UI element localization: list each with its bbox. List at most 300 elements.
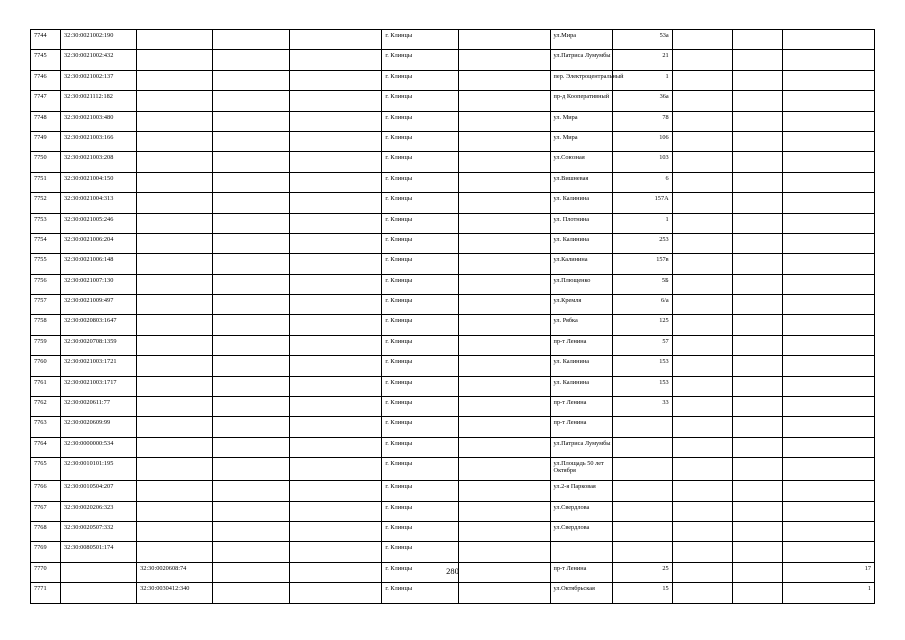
house-number-cell: 53а bbox=[612, 30, 672, 50]
empty-cell bbox=[732, 315, 782, 335]
empty-cell bbox=[290, 193, 382, 213]
house-number-cell bbox=[612, 481, 672, 501]
row-number-cell: 7749 bbox=[31, 131, 61, 151]
row-number-cell: 7770 bbox=[31, 562, 61, 582]
table-row bbox=[31, 193, 875, 213]
cadastral-number-alt-cell bbox=[137, 50, 213, 70]
empty-cell bbox=[732, 458, 782, 481]
empty-cell bbox=[213, 233, 290, 253]
city-cell: г. Клинцы bbox=[382, 30, 459, 50]
empty-cell bbox=[213, 356, 290, 376]
empty-cell bbox=[290, 315, 382, 335]
city-cell: г. Клинцы bbox=[382, 50, 459, 70]
street-cell: ул.Свердлова bbox=[550, 501, 612, 521]
cadastral-number-cell: 32:30:0020609:99 bbox=[61, 417, 137, 437]
empty-cell bbox=[672, 397, 732, 417]
empty-cell bbox=[672, 111, 732, 131]
cadastral-number-cell: 32:30:0021002:137 bbox=[61, 70, 137, 90]
table-row bbox=[31, 437, 875, 457]
cadastral-number-alt-cell bbox=[137, 458, 213, 481]
city-cell: г. Клинцы bbox=[382, 376, 459, 396]
apartment-cell bbox=[782, 481, 874, 501]
empty-cell bbox=[459, 315, 550, 335]
page-number: 280 bbox=[446, 566, 459, 576]
street-cell: ул. Мира bbox=[550, 111, 612, 131]
empty-cell bbox=[672, 254, 732, 274]
empty-cell bbox=[732, 111, 782, 131]
row-number-cell: 7769 bbox=[31, 542, 61, 562]
empty-cell bbox=[213, 376, 290, 396]
empty-cell bbox=[290, 254, 382, 274]
empty-cell bbox=[672, 376, 732, 396]
city-cell: г. Клинцы bbox=[382, 521, 459, 541]
empty-cell bbox=[290, 501, 382, 521]
empty-cell bbox=[459, 521, 550, 541]
cadastral-number-cell: 32:30:0021007:130 bbox=[61, 274, 137, 294]
cadastral-number-alt-cell bbox=[137, 521, 213, 541]
empty-cell bbox=[672, 131, 732, 151]
house-number-cell bbox=[612, 417, 672, 437]
empty-cell bbox=[213, 335, 290, 355]
row-number-cell: 7757 bbox=[31, 295, 61, 315]
empty-cell bbox=[732, 172, 782, 192]
city-cell: г. Клинцы bbox=[382, 91, 459, 111]
city-cell: г. Клинцы bbox=[382, 501, 459, 521]
empty-cell bbox=[672, 542, 732, 562]
empty-cell bbox=[213, 397, 290, 417]
empty-cell bbox=[732, 583, 782, 603]
empty-cell bbox=[672, 356, 732, 376]
empty-cell bbox=[672, 30, 732, 50]
empty-cell bbox=[290, 274, 382, 294]
cadastral-number-cell: 32:30:0021003:208 bbox=[61, 152, 137, 172]
empty-cell bbox=[672, 481, 732, 501]
empty-cell bbox=[732, 295, 782, 315]
empty-cell bbox=[672, 70, 732, 90]
empty-cell bbox=[213, 295, 290, 315]
empty-cell bbox=[213, 30, 290, 50]
cadastral-number-cell: 32:30:0020206:323 bbox=[61, 501, 137, 521]
house-number-cell: 103 bbox=[612, 152, 672, 172]
empty-cell bbox=[213, 274, 290, 294]
apartment-cell bbox=[782, 50, 874, 70]
empty-cell bbox=[213, 542, 290, 562]
empty-cell bbox=[290, 356, 382, 376]
cadastral-number-alt-cell bbox=[137, 417, 213, 437]
empty-cell bbox=[672, 193, 732, 213]
cadastral-number-alt-cell bbox=[137, 481, 213, 501]
street-cell: ул.Мира bbox=[550, 30, 612, 50]
empty-cell bbox=[732, 30, 782, 50]
apartment-cell: 17 bbox=[782, 562, 874, 582]
cadastral-number-cell bbox=[61, 583, 137, 603]
empty-cell bbox=[290, 542, 382, 562]
cadastral-number-cell: 32:30:0021004:150 bbox=[61, 172, 137, 192]
row-number-cell: 7768 bbox=[31, 521, 61, 541]
empty-cell bbox=[290, 437, 382, 457]
row-number-cell: 7761 bbox=[31, 376, 61, 396]
cadastral-number-cell: 32:30:0000000:534 bbox=[61, 437, 137, 457]
table-row bbox=[31, 213, 875, 233]
apartment-cell bbox=[782, 542, 874, 562]
house-number-cell: 5Б bbox=[612, 274, 672, 294]
cadastral-number-alt-cell bbox=[137, 172, 213, 192]
empty-cell bbox=[672, 315, 732, 335]
apartment-cell bbox=[782, 315, 874, 335]
empty-cell bbox=[732, 91, 782, 111]
table-row bbox=[31, 315, 875, 335]
empty-cell bbox=[290, 233, 382, 253]
cadastral-number-alt-cell bbox=[137, 397, 213, 417]
cadastral-number-alt-cell bbox=[137, 30, 213, 50]
empty-cell bbox=[213, 152, 290, 172]
apartment-cell bbox=[782, 30, 874, 50]
table-row bbox=[31, 254, 875, 274]
row-number-cell: 7753 bbox=[31, 213, 61, 233]
empty-cell bbox=[290, 295, 382, 315]
table-row bbox=[31, 542, 875, 562]
apartment-cell bbox=[782, 70, 874, 90]
empty-cell bbox=[459, 481, 550, 501]
empty-cell bbox=[459, 397, 550, 417]
empty-cell bbox=[459, 501, 550, 521]
empty-cell bbox=[672, 458, 732, 481]
cadastral-number-alt-cell bbox=[137, 254, 213, 274]
apartment-cell bbox=[782, 233, 874, 253]
table-row bbox=[31, 376, 875, 396]
cadastral-number-alt-cell bbox=[137, 542, 213, 562]
apartment-cell bbox=[782, 501, 874, 521]
cadastral-number-alt-cell bbox=[137, 131, 213, 151]
city-cell: г. Клинцы bbox=[382, 274, 459, 294]
apartment-cell bbox=[782, 295, 874, 315]
empty-cell bbox=[732, 376, 782, 396]
row-number-cell: 7746 bbox=[31, 70, 61, 90]
empty-cell bbox=[213, 213, 290, 233]
city-cell: г. Клинцы bbox=[382, 70, 459, 90]
row-number-cell: 7754 bbox=[31, 233, 61, 253]
empty-cell bbox=[732, 542, 782, 562]
table-row bbox=[31, 521, 875, 541]
empty-cell bbox=[732, 193, 782, 213]
row-number-cell: 7755 bbox=[31, 254, 61, 274]
cadastral-number-alt-cell bbox=[137, 111, 213, 131]
street-cell: ул. Калинина bbox=[550, 193, 612, 213]
table-row bbox=[31, 152, 875, 172]
street-cell: ул.Калинина bbox=[550, 254, 612, 274]
cadastral-number-alt-cell bbox=[137, 91, 213, 111]
street-cell bbox=[550, 542, 612, 562]
empty-cell bbox=[213, 131, 290, 151]
house-number-cell bbox=[612, 521, 672, 541]
apartment-cell bbox=[782, 111, 874, 131]
street-cell: ул.2-я Парковая bbox=[550, 481, 612, 501]
city-cell: г. Клинцы bbox=[382, 417, 459, 437]
city-cell: г. Клинцы bbox=[382, 233, 459, 253]
empty-cell bbox=[213, 315, 290, 335]
empty-cell bbox=[213, 583, 290, 603]
empty-cell bbox=[213, 111, 290, 131]
house-number-cell: 157А bbox=[612, 193, 672, 213]
empty-cell bbox=[732, 521, 782, 541]
city-cell: г. Клинцы bbox=[382, 458, 459, 481]
empty-cell bbox=[459, 50, 550, 70]
cadastral-number-alt-cell bbox=[137, 213, 213, 233]
street-cell: пр-д Кооперативный bbox=[550, 91, 612, 111]
city-cell: г. Клинцы bbox=[382, 131, 459, 151]
cadastral-number-alt-cell bbox=[137, 274, 213, 294]
cadastral-number-cell: 32:30:0021003:1717 bbox=[61, 376, 137, 396]
row-number-cell: 7762 bbox=[31, 397, 61, 417]
street-cell: пр-т Ленина bbox=[550, 417, 612, 437]
apartment-cell bbox=[782, 193, 874, 213]
table-row bbox=[31, 50, 875, 70]
city-cell: г. Клинцы bbox=[382, 397, 459, 417]
empty-cell bbox=[213, 501, 290, 521]
city-cell: г. Клинцы bbox=[382, 111, 459, 131]
table-row bbox=[31, 335, 875, 355]
apartment-cell bbox=[782, 397, 874, 417]
empty-cell bbox=[459, 152, 550, 172]
house-number-cell: 1 bbox=[612, 70, 672, 90]
empty-cell bbox=[290, 91, 382, 111]
empty-cell bbox=[732, 254, 782, 274]
empty-cell bbox=[290, 458, 382, 481]
empty-cell bbox=[672, 91, 732, 111]
empty-cell bbox=[213, 91, 290, 111]
cadastral-number-cell: 32:30:0021006:148 bbox=[61, 254, 137, 274]
empty-cell bbox=[213, 50, 290, 70]
street-cell: ул.Союзная bbox=[550, 152, 612, 172]
house-number-cell: 1 bbox=[612, 213, 672, 233]
row-number-cell: 7766 bbox=[31, 481, 61, 501]
street-cell: ул.Свердлова bbox=[550, 521, 612, 541]
empty-cell bbox=[213, 193, 290, 213]
table-row bbox=[31, 274, 875, 294]
empty-cell bbox=[290, 111, 382, 131]
street-cell: ул.Октябрьская bbox=[550, 583, 612, 603]
cadastral-number-cell: 32:30:0021002:432 bbox=[61, 50, 137, 70]
city-cell: г. Клинцы bbox=[382, 481, 459, 501]
street-cell: ул. Плотнина bbox=[550, 213, 612, 233]
empty-cell bbox=[213, 254, 290, 274]
street-cell: ул.Площадь 50 лет Октября bbox=[550, 458, 612, 481]
empty-cell bbox=[290, 521, 382, 541]
row-number-cell: 7763 bbox=[31, 417, 61, 437]
house-number-cell: 36а bbox=[612, 91, 672, 111]
empty-cell bbox=[672, 213, 732, 233]
cadastral-number-alt-cell bbox=[137, 152, 213, 172]
apartment-cell bbox=[782, 458, 874, 481]
table-row bbox=[31, 397, 875, 417]
row-number-cell: 7767 bbox=[31, 501, 61, 521]
row-number-cell: 7750 bbox=[31, 152, 61, 172]
empty-cell bbox=[290, 70, 382, 90]
empty-cell bbox=[459, 91, 550, 111]
street-cell: пр-т Ленина bbox=[550, 397, 612, 417]
row-number-cell: 7764 bbox=[31, 437, 61, 457]
empty-cell bbox=[459, 583, 550, 603]
empty-cell bbox=[459, 131, 550, 151]
empty-cell bbox=[672, 274, 732, 294]
empty-cell bbox=[732, 417, 782, 437]
empty-cell bbox=[459, 295, 550, 315]
cadastral-number-cell: 32:30:0021003:1721 bbox=[61, 356, 137, 376]
empty-cell bbox=[732, 213, 782, 233]
empty-cell bbox=[459, 542, 550, 562]
table-row bbox=[31, 91, 875, 111]
cadastral-number-cell: 32:30:0021005:246 bbox=[61, 213, 137, 233]
city-cell: г. Клинцы bbox=[382, 356, 459, 376]
empty-cell bbox=[672, 233, 732, 253]
empty-cell bbox=[213, 70, 290, 90]
empty-cell bbox=[459, 274, 550, 294]
house-number-cell: 57 bbox=[612, 335, 672, 355]
empty-cell bbox=[459, 172, 550, 192]
empty-cell bbox=[672, 417, 732, 437]
apartment-cell bbox=[782, 521, 874, 541]
street-cell: ул.Патриса Лумумбы bbox=[550, 50, 612, 70]
empty-cell bbox=[732, 335, 782, 355]
house-number-cell: 33 bbox=[612, 397, 672, 417]
house-number-cell: 125 bbox=[612, 315, 672, 335]
empty-cell bbox=[732, 131, 782, 151]
house-number-cell: 21 bbox=[612, 50, 672, 70]
empty-cell bbox=[213, 521, 290, 541]
city-cell: г. Клинцы bbox=[382, 437, 459, 457]
house-number-cell: 15 bbox=[612, 583, 672, 603]
cadastral-number-cell: 32:30:0020611:77 bbox=[61, 397, 137, 417]
cadastral-number-cell: 32:30:0021004:313 bbox=[61, 193, 137, 213]
house-number-cell: 253 bbox=[612, 233, 672, 253]
cadastral-number-cell: 32:30:0020507:332 bbox=[61, 521, 137, 541]
empty-cell bbox=[213, 458, 290, 481]
apartment-cell bbox=[782, 274, 874, 294]
empty-cell bbox=[672, 335, 732, 355]
empty-cell bbox=[672, 521, 732, 541]
empty-cell bbox=[459, 213, 550, 233]
empty-cell bbox=[213, 417, 290, 437]
cadastral-number-alt-cell bbox=[137, 193, 213, 213]
cadastral-number-cell: 32:30:0021006:204 bbox=[61, 233, 137, 253]
empty-cell bbox=[213, 437, 290, 457]
city-cell: г. Клинцы bbox=[382, 254, 459, 274]
empty-cell bbox=[290, 213, 382, 233]
street-cell: ул. Калинина bbox=[550, 233, 612, 253]
row-number-cell: 7748 bbox=[31, 111, 61, 131]
cadastral-number-cell: 32:30:0021002:190 bbox=[61, 30, 137, 50]
empty-cell bbox=[732, 233, 782, 253]
apartment-cell bbox=[782, 131, 874, 151]
apartment-cell: 1 bbox=[782, 583, 874, 603]
table-row bbox=[31, 172, 875, 192]
street-cell: ул.Патриса Лумумбы bbox=[550, 437, 612, 457]
table-row bbox=[31, 417, 875, 437]
empty-cell bbox=[459, 254, 550, 274]
city-cell: г. Клинцы bbox=[382, 152, 459, 172]
table-row bbox=[31, 481, 875, 501]
empty-cell bbox=[672, 172, 732, 192]
street-cell: ул.Плющенко bbox=[550, 274, 612, 294]
cadastral-number-cell: 32:30:0020803:1647 bbox=[61, 315, 137, 335]
street-cell: ул. Мира bbox=[550, 131, 612, 151]
cadastral-number-alt-cell: 32:30:0020608:74 bbox=[137, 562, 213, 582]
city-cell: г. Клинцы bbox=[382, 193, 459, 213]
cadastral-number-alt-cell: 32:30:0030412:340 bbox=[137, 583, 213, 603]
street-cell: ул.Вишневая bbox=[550, 172, 612, 192]
cadastral-number-alt-cell bbox=[137, 295, 213, 315]
empty-cell bbox=[290, 417, 382, 437]
table-row bbox=[31, 70, 875, 90]
table-row bbox=[31, 131, 875, 151]
row-number-cell: 7756 bbox=[31, 274, 61, 294]
row-number-cell: 7744 bbox=[31, 30, 61, 50]
empty-cell bbox=[732, 437, 782, 457]
empty-cell bbox=[290, 50, 382, 70]
cadastral-number-cell: 32:30:0010504:207 bbox=[61, 481, 137, 501]
table-row bbox=[31, 295, 875, 315]
table-row bbox=[31, 30, 875, 50]
street-cell: ул. Калинина bbox=[550, 356, 612, 376]
house-number-cell: 106 bbox=[612, 131, 672, 151]
row-number-cell: 7765 bbox=[31, 458, 61, 481]
empty-cell bbox=[459, 376, 550, 396]
empty-cell bbox=[290, 172, 382, 192]
empty-cell bbox=[459, 335, 550, 355]
apartment-cell bbox=[782, 356, 874, 376]
row-number-cell: 7745 bbox=[31, 50, 61, 70]
empty-cell bbox=[213, 172, 290, 192]
city-cell: г. Клинцы bbox=[382, 335, 459, 355]
house-number-cell bbox=[612, 437, 672, 457]
empty-cell bbox=[459, 458, 550, 481]
apartment-cell bbox=[782, 172, 874, 192]
empty-cell bbox=[459, 70, 550, 90]
street-cell: пр-т Ленина bbox=[550, 562, 612, 582]
street-cell: ул.Кремля bbox=[550, 295, 612, 315]
empty-cell bbox=[672, 583, 732, 603]
row-number-cell: 7747 bbox=[31, 91, 61, 111]
house-number-cell bbox=[612, 501, 672, 521]
empty-cell bbox=[672, 152, 732, 172]
apartment-cell bbox=[782, 335, 874, 355]
row-number-cell: 7751 bbox=[31, 172, 61, 192]
apartment-cell bbox=[782, 417, 874, 437]
empty-cell bbox=[732, 481, 782, 501]
empty-cell bbox=[459, 193, 550, 213]
house-number-cell: 153 bbox=[612, 376, 672, 396]
empty-cell bbox=[290, 131, 382, 151]
apartment-cell bbox=[782, 254, 874, 274]
cadastral-number-cell: 32:30:0010101:195 bbox=[61, 458, 137, 481]
empty-cell bbox=[732, 152, 782, 172]
empty-cell bbox=[459, 356, 550, 376]
table-row bbox=[31, 583, 875, 603]
house-number-cell: 153 bbox=[612, 356, 672, 376]
apartment-cell bbox=[782, 376, 874, 396]
empty-cell bbox=[459, 233, 550, 253]
register-body bbox=[31, 30, 875, 604]
empty-cell bbox=[672, 50, 732, 70]
empty-cell bbox=[290, 583, 382, 603]
house-number-cell: 78 bbox=[612, 111, 672, 131]
city-cell: г. Клинцы bbox=[382, 172, 459, 192]
cadastral-number-alt-cell bbox=[137, 233, 213, 253]
empty-cell bbox=[459, 437, 550, 457]
table-row bbox=[31, 111, 875, 131]
row-number-cell: 7771 bbox=[31, 583, 61, 603]
empty-cell bbox=[732, 70, 782, 90]
